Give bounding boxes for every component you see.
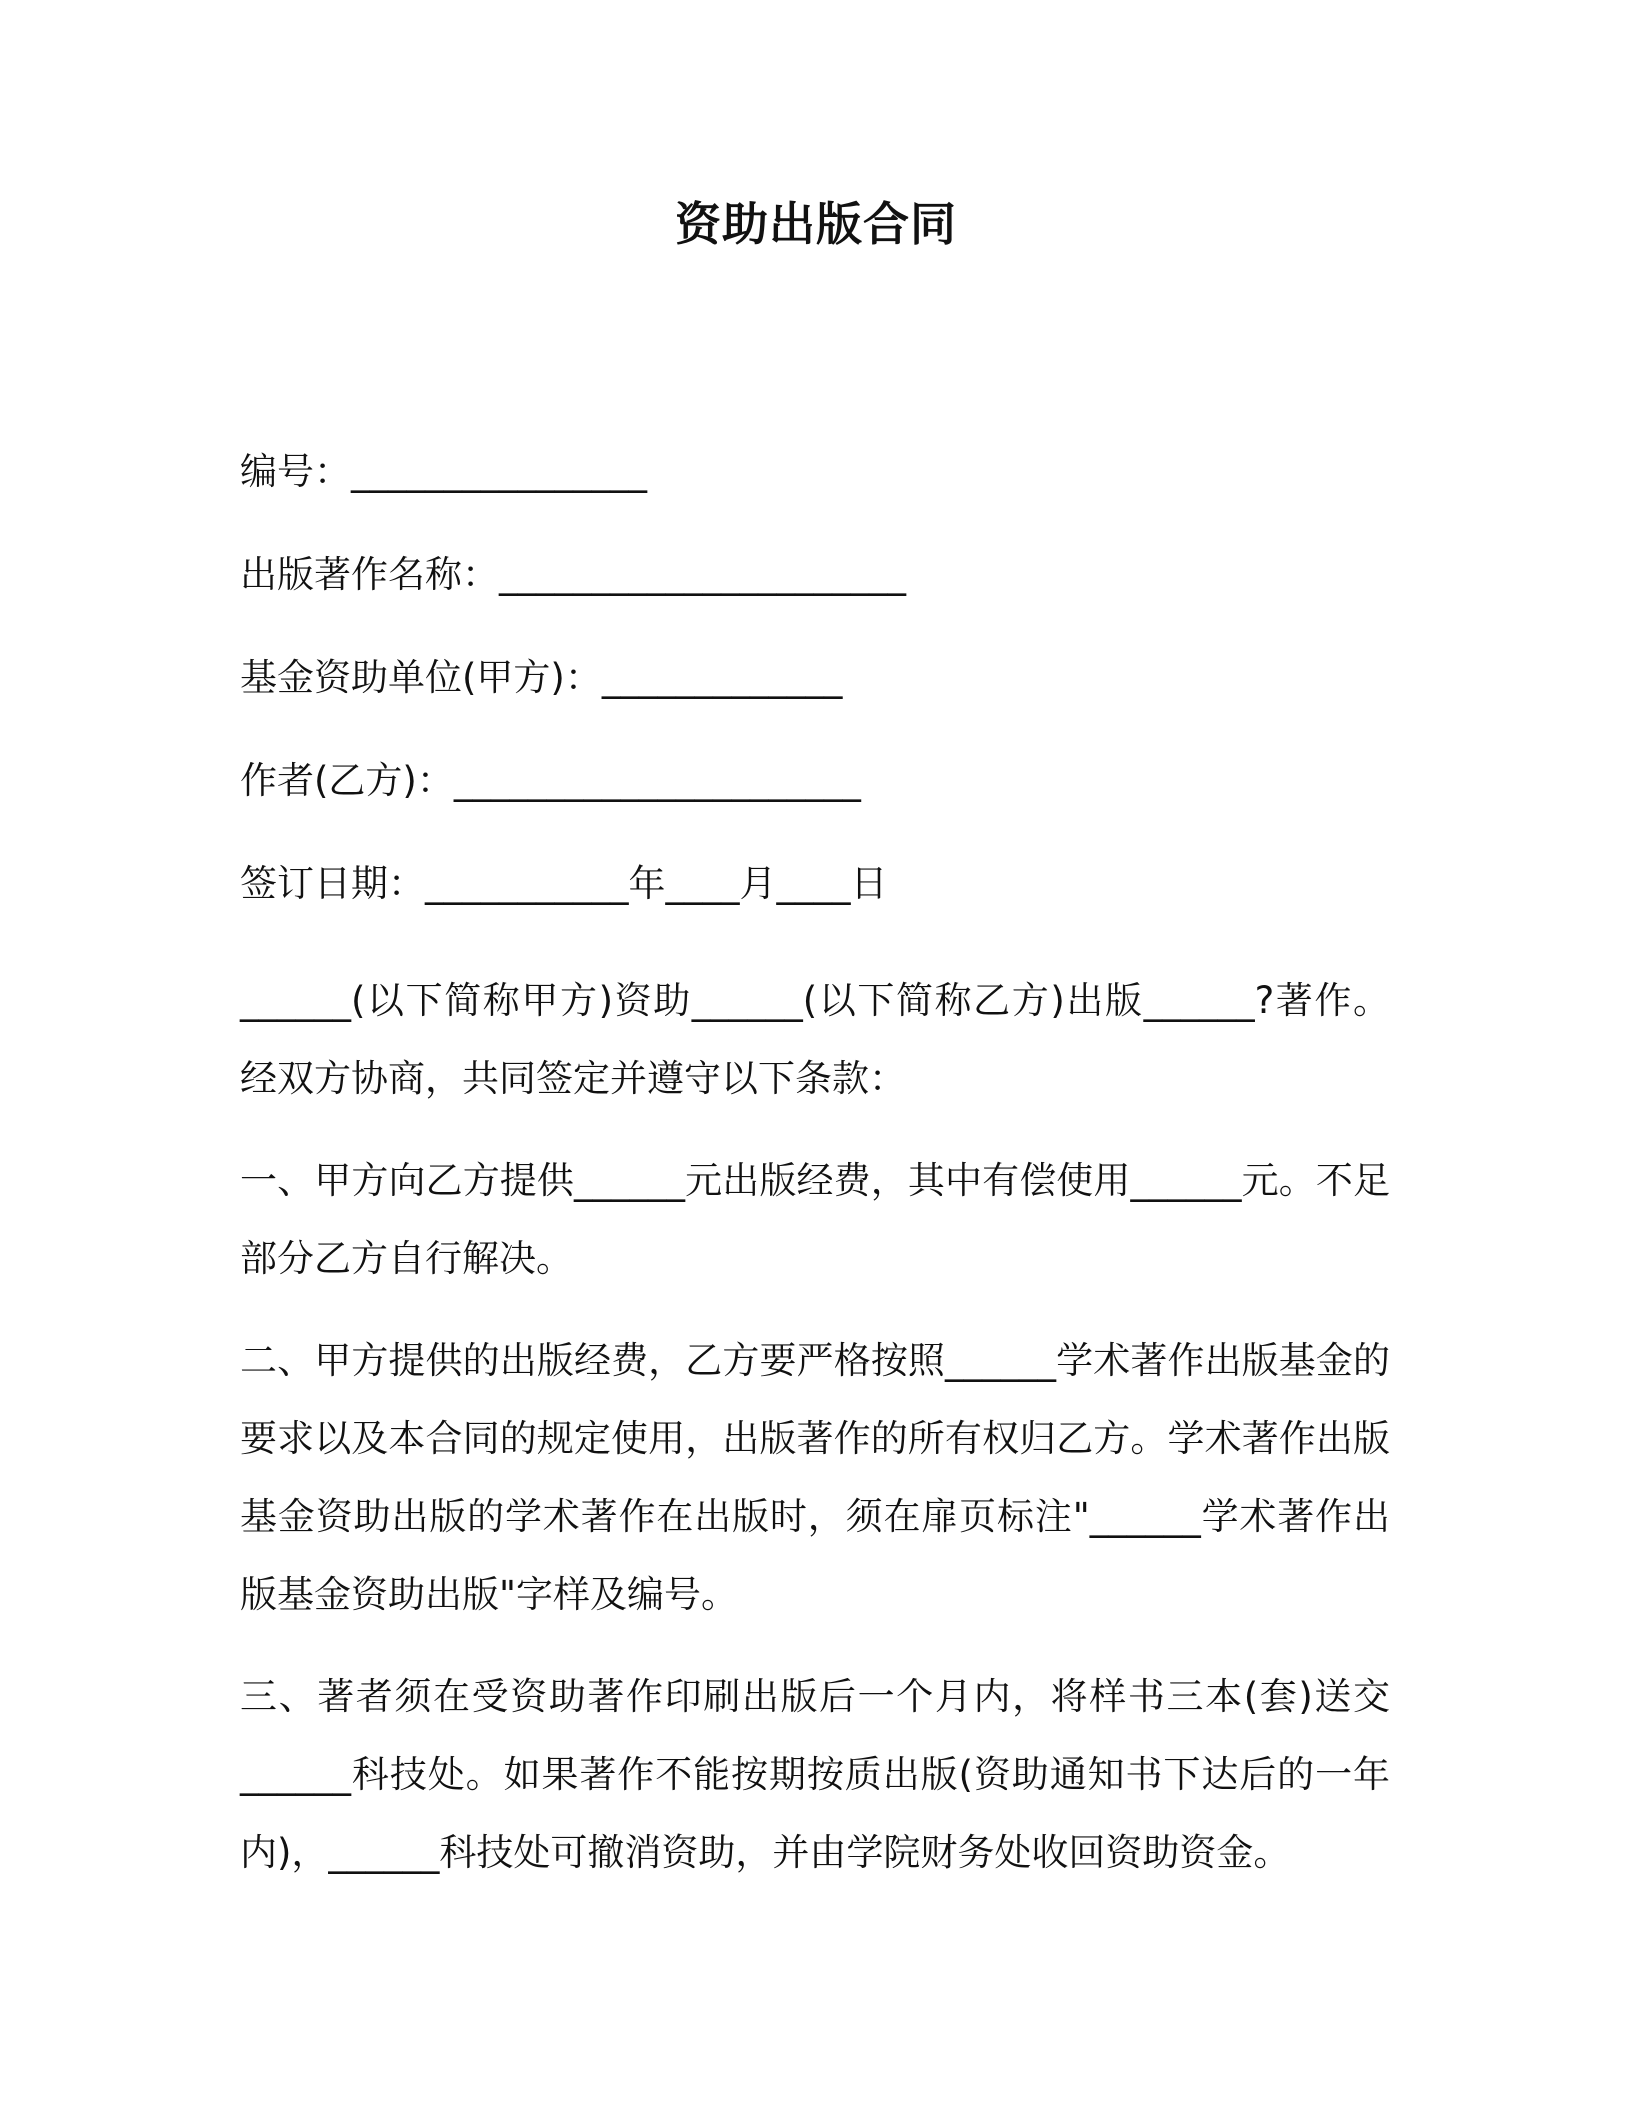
field-author: 作者(乙方)：______________________ xyxy=(240,759,861,802)
field-contract-number: 编号：________________ xyxy=(240,450,647,493)
paragraph-clause-3: 三、著者须在受资助著作印刷出版后一个月内，将样书三本(套)送交______科技处。如果著作不能按期按质出版(资助通知书下达后的一年内)，______科技处可撤消资助，并由学院财务处收回资助资金。 xyxy=(240,1675,1390,1874)
field-sign-date: 签订日期：___________年____月____日 xyxy=(240,862,888,905)
paragraph-preamble: ______(以下简称甲方)资助______(以下简称乙方)出版______?著作。经双方协商，共同签定并遵守以下条款： xyxy=(240,979,1390,1100)
document-title: 资助出版合同 xyxy=(675,197,957,251)
field-funding-unit: 基金资助单位(甲方)：_____________ xyxy=(240,656,843,699)
paragraph-clause-1: 一、甲方向乙方提供______元出版经费，其中有偿使用______元。不足部分乙方自行解决。 xyxy=(240,1159,1390,1280)
document-body xyxy=(240,447,1390,1916)
paragraph-clause-2: 二、甲方提供的出版经费，乙方要严格按照______学术著作出版基金的要求以及本合同的规定使用，出版著作的所有权归乙方。学术著作出版基金资助出版的学术著作在出版时，须在扉页标注"______学术著作出版基金资助出版"字样及编号。 xyxy=(240,1339,1390,1616)
field-work-title: 出版著作名称：______________________ xyxy=(240,553,906,596)
